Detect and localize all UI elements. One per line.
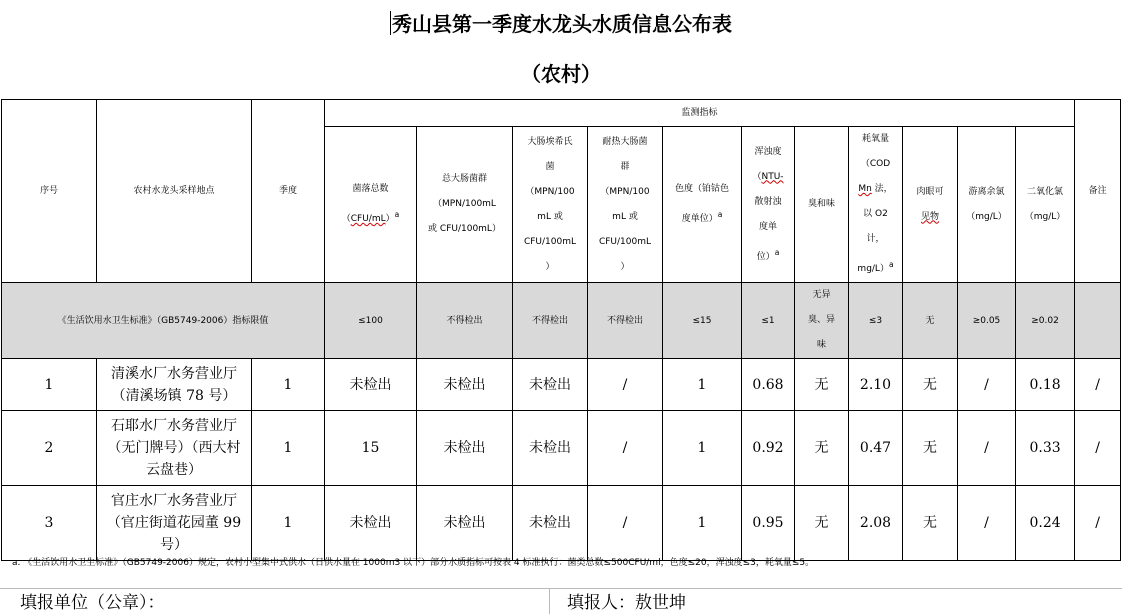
row-season: 1	[252, 359, 325, 411]
row-bacteria: 未检出	[325, 359, 417, 411]
row-seq: 2	[2, 411, 97, 486]
footer-separator	[549, 589, 550, 614]
row-color: 1	[663, 486, 742, 561]
header-location: 农村水龙头采样地点	[97, 100, 252, 283]
title-area	[0, 0, 1122, 98]
row-turbidity: 0.68	[742, 359, 795, 411]
row-odor: 无	[795, 486, 849, 561]
standard-odor: 无异 臭、异 味	[795, 283, 849, 359]
row-season: 1	[252, 486, 325, 561]
text-cursor	[390, 11, 391, 35]
standard-coliform: 不得检出	[417, 283, 513, 359]
row-turbidity: 0.95	[742, 486, 795, 561]
standard-remark	[1075, 283, 1121, 359]
row-location: 石耶水厂水务营业厅 （无门牌号）（西大村 云盘巷）	[97, 411, 252, 486]
header-remark: 备注	[1075, 100, 1121, 283]
row-oxygen: 2.08	[849, 486, 903, 561]
standard-visible: 无	[903, 283, 958, 359]
water-quality-table	[1, 99, 1121, 561]
standard-label: 《生活饮用水卫生标准》（GB5749-2006）指标限值	[2, 283, 325, 359]
row-remark: /	[1075, 486, 1121, 561]
row-color: 1	[663, 411, 742, 486]
row-remark: /	[1075, 359, 1121, 411]
row-odor: 无	[795, 411, 849, 486]
reporter-label: 填报人：敖世坤	[567, 593, 686, 613]
row-visible: 无	[903, 411, 958, 486]
row-seq: 3	[2, 486, 97, 561]
header-chlorine: 游离余氯 （mg/L）	[958, 127, 1016, 283]
row-ecoli: 未检出	[513, 359, 588, 411]
row-location: 清溪水厂水务营业厅 （清溪场镇 78 号）	[97, 359, 252, 411]
row-oxygen: 0.47	[849, 411, 903, 486]
standard-color: ≤15	[663, 283, 742, 359]
header-odor: 臭和味	[795, 127, 849, 283]
header-thermo: 耐热大肠菌 群 （MPN/100 mL 或 CFU/100mL ）	[588, 127, 663, 283]
row-thermo: /	[588, 411, 663, 486]
header-visible: 肉眼可 见物	[903, 127, 958, 283]
document-subtitle: （农村）	[521, 62, 601, 86]
row-bacteria: 未检出	[325, 486, 417, 561]
header-seq: 序号	[2, 100, 97, 283]
header-row-1	[2, 100, 1121, 127]
standard-bacteria: ≤100	[325, 283, 417, 359]
header-ecoli: 大肠埃希氏 菌 （MPN/100 mL 或 CFU/100mL ）	[513, 127, 588, 283]
row-bacteria: 15	[325, 411, 417, 486]
standard-thermo: 不得检出	[588, 283, 663, 359]
row-thermo: /	[588, 486, 663, 561]
standard-row	[2, 283, 1121, 359]
row-seq: 1	[2, 359, 97, 411]
row-coliform: 未检出	[417, 411, 513, 486]
header-turbidity: 浑浊度 （NTU- 散射浊 度单 位）$^a$	[742, 127, 795, 283]
document-title: 秀山县第一季度水龙头水质信息公布表	[392, 12, 732, 36]
row-visible: 无	[903, 486, 958, 561]
row-thermo: /	[588, 359, 663, 411]
header-bacteria: 菌落总数 $(CFU/mL)^a$	[325, 127, 417, 283]
row-color: 1	[663, 359, 742, 411]
standard-dioxide: ≥0.02	[1016, 283, 1075, 359]
header-color: 色度（铂钴色 度单位）$^a$	[663, 127, 742, 283]
row-dioxide: 0.18	[1016, 359, 1075, 411]
footer-divider	[0, 588, 1122, 589]
standard-turbidity: ≤1	[742, 283, 795, 359]
standard-ecoli: 不得检出	[513, 283, 588, 359]
footnote: a. 《生活饮用水卫生标准》（GB5749-2006）规定，农村小型集中式供水（日供水量在 1000m3 以下）部分水质指标可按表 4 标准执行：菌类总数≤500CFU/ml，色度≤20，浑浊度≤3，耗氧量≤5。	[12, 558, 815, 568]
table-row	[2, 411, 1121, 486]
standard-chlorine: ≥0.05	[958, 283, 1016, 359]
row-visible: 无	[903, 359, 958, 411]
header-monitor: 监测指标	[325, 100, 1075, 127]
standard-oxygen: ≤3	[849, 283, 903, 359]
header-coliform: 总大肠菌群 （MPN/100mL 或 CFU/100mL）	[417, 127, 513, 283]
row-chlorine: /	[958, 411, 1016, 486]
row-coliform: 未检出	[417, 359, 513, 411]
header-dioxide: 二氧化氯 （mg/L）	[1016, 127, 1075, 283]
row-location: 官庄水厂水务营业厅 （官庄街道花园董 99 号）	[97, 486, 252, 561]
row-ecoli: 未检出	[513, 411, 588, 486]
row-turbidity: 0.92	[742, 411, 795, 486]
row-ecoli: 未检出	[513, 486, 588, 561]
row-oxygen: 2.10	[849, 359, 903, 411]
row-season: 1	[252, 411, 325, 486]
row-chlorine: /	[958, 359, 1016, 411]
row-dioxide: 0.33	[1016, 411, 1075, 486]
row-dioxide: 0.24	[1016, 486, 1075, 561]
row-odor: 无	[795, 359, 849, 411]
table-row	[2, 359, 1121, 411]
reporting-unit-label: 填报单位（公章）：	[20, 593, 165, 613]
row-remark: /	[1075, 411, 1121, 486]
row-chlorine: /	[958, 486, 1016, 561]
header-season: 季度	[252, 100, 325, 283]
header-oxygen: 耗氧量 （COD Mn 法， 以 O2 计， mg/L）$^a$	[849, 127, 903, 283]
row-coliform: 未检出	[417, 486, 513, 561]
table-row	[2, 486, 1121, 561]
